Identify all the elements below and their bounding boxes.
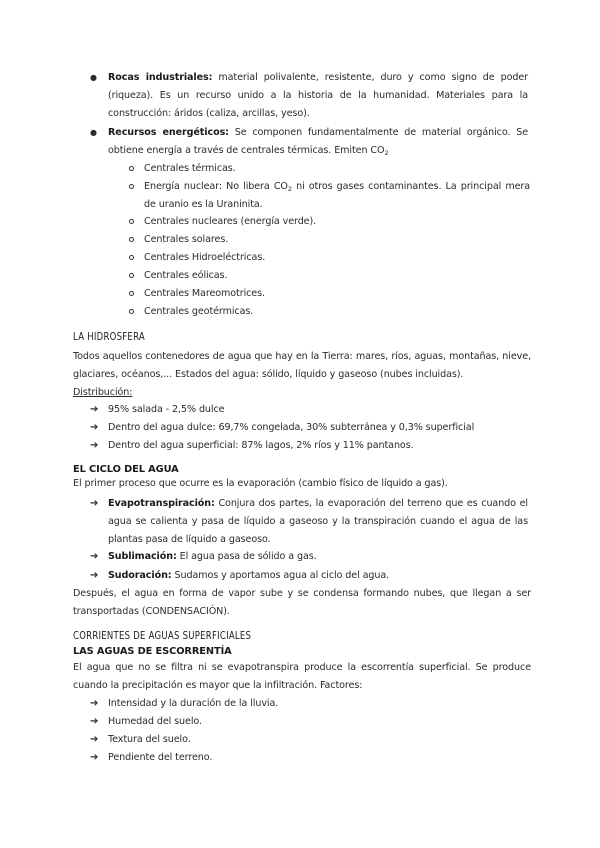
central-label: Centrales geotérmicas. [144,306,254,317]
arrow-right-icon: ➔ [90,551,99,562]
central-label: Centrales Mareomotrices. [144,288,265,299]
factor-item [90,731,528,749]
arrow-right-icon: ➔ [90,404,99,415]
factor-text: Pendiente del terreno. [108,752,213,763]
distribucion-text: Dentro del agua superficial: 87% lagos, 2% ríos y 11% pantanos. [108,440,414,451]
text-sublimacion: El agua pasa de sólido a gas. [179,551,317,562]
distribucion-text: Dentro del agua dulce: 69,7% congelada, 30% subterránea y 0,3% superficial [108,422,475,433]
nuclear-text-a: Energía nuclear: No libera CO [144,181,288,192]
bullet-rocas-industriales [90,69,528,122]
term-sublimacion: Sublimación: [108,551,177,562]
bullet-dot-icon: ● [90,128,97,137]
arrow-right-icon: ➔ [90,752,99,763]
paragraph-ciclo-intro: El primer proceso que ocurre es la evaporación (cambio físico de líquido a gas). [73,478,448,489]
factor-item [90,713,528,731]
circle-bullet-icon [129,291,134,296]
arrow-right-icon: ➔ [90,698,99,709]
central-label: Centrales nucleares (energía verde). [144,216,317,227]
heading-ciclo-del-agua: EL CICLO DEL AGUA [73,464,179,475]
subscript-2: 2 [384,148,389,157]
central-label: Centrales térmicas. [144,163,236,174]
nuclear-text-b: ni otros gases contaminantes. La principal mera de uranio es la Uraninita. [144,181,531,210]
term-sudoracion: Sudoración: [108,570,172,581]
subscript-2: 2 [287,185,292,193]
arrow-right-icon: ➔ [90,716,99,727]
heading-hidrosfera: LA HIDROSFERA [73,330,145,343]
arrow-right-icon: ➔ [90,498,99,509]
text-rocas: material polivalente, resistente, duro y como signo de poder (riqueza). Es un recurso unido a la historia de la humanidad. Materiales para la construcción: áridos (caliza, arcillas, yeso). [108,72,528,119]
central-label: Centrales eólicas. [144,270,228,281]
arrow-right-icon: ➔ [90,440,99,451]
sub-item-centrales-geotermicas [144,303,530,321]
central-label: Centrales Hidroeléctricas. [144,252,266,263]
arrow-right-icon: ➔ [90,570,99,581]
paragraph-escorrentia: El agua que no se filtra ni se evapotranspira produce la escorrentía superficial. Se produce cuando la precipitación es mayor que la infiltración. Factores: [73,662,531,691]
factor-text: Humedad del suelo. [108,716,202,727]
text-energeticos: Se componen fundamentalmente de material orgánico. Se obtiene energía a través de centrales térmicas. Emiten CO [108,127,529,156]
heading-corrientes: CORRIENTES DE AGUAS SUPERFICIALES [73,629,252,642]
term-evapotranspiracion: Evapotranspiración: [108,498,215,509]
ciclo-item-sublimacion [90,548,528,566]
paragraph-condensacion: Después, el agua en forma de vapor sube y se condensa formando nubes, que llegan a ser transportadas (CONDENSACIÓN). [73,588,531,617]
bullet-dot-icon: ● [90,73,97,82]
distribucion-item [90,437,528,455]
circle-bullet-icon [129,309,134,314]
term-energeticos: Recursos energéticos: [108,127,229,138]
term-rocas: Rocas industriales: [108,72,213,83]
circle-bullet-icon [129,219,134,224]
circle-bullet-icon [129,273,134,278]
text-sudoracion: Sudamos y aportamos agua al ciclo del agua. [174,570,390,581]
sub-item-energia-nuclear [144,178,530,214]
sub-item-centrales-solares [144,231,530,249]
arrow-right-icon: ➔ [90,422,99,433]
circle-bullet-icon [129,255,134,260]
factor-text: Intensidad y la duración de la lluvia. [108,698,279,709]
factor-item [90,749,528,767]
circle-bullet-icon [129,237,134,242]
factor-item [90,695,528,713]
sub-item-centrales-mareomotrices [144,285,530,303]
label-distribucion [73,384,531,402]
circle-bullet-icon [129,184,134,189]
distribucion-label: Distribución: [73,387,133,398]
distribucion-item [90,419,528,437]
sub-item-centrales-hidroelectricas [144,249,530,267]
sub-item-centrales-termicas [144,160,530,178]
paragraph-hidrosfera: Todos aquellos contenedores de agua que hay en la Tierra: mares, ríos, aguas, montañas, nieve, glaciares, océanos,... Estados del agua: sólido, líquido y gaseoso (nubes incluidas). [73,351,531,380]
bullet-recursos-energeticos [90,124,529,160]
ciclo-item-evapotranspiracion [90,495,528,548]
distribucion-item [90,401,528,419]
text-evapotranspiracion: Conjura dos partes, la evaporación del terreno que es cuando el agua se calienta y pasa de líquido a gaseoso y la transpiración cuando el agua de las plantas pasa de líquido a gaseoso. [108,498,528,545]
ciclo-item-sudoracion [90,567,528,585]
factor-text: Textura del suelo. [108,734,191,745]
circle-bullet-icon [129,166,134,171]
sub-item-centrales-nucleares [144,213,530,231]
heading-aguas-escorrentia: LAS AGUAS DE ESCORRENTÍA [73,646,232,657]
distribucion-text: 95% salada - 2,5% dulce [108,404,225,415]
arrow-right-icon: ➔ [90,734,99,745]
central-label: Centrales solares. [144,234,229,245]
sub-item-centrales-eolicas [144,267,530,285]
